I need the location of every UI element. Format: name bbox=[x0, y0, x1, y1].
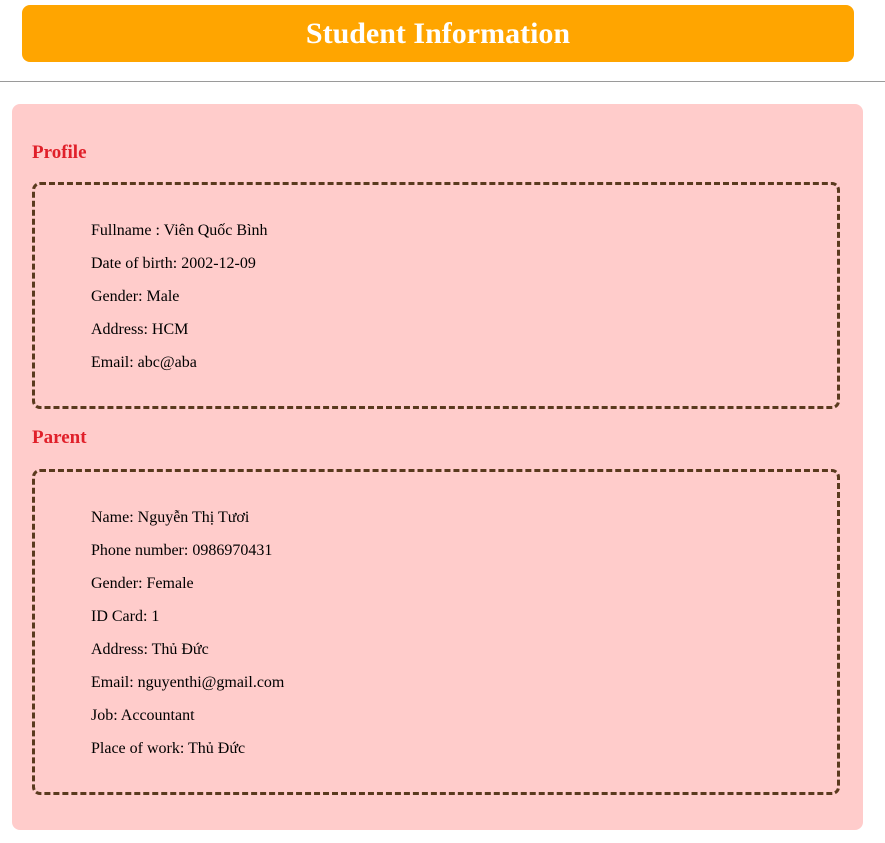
profile-section-title: Profile bbox=[32, 142, 87, 163]
parent-box bbox=[32, 469, 840, 795]
parent-id-card: ID Card: 1 bbox=[91, 608, 160, 625]
profile-date-of-birth: Date of birth: 2002-12-09 bbox=[91, 255, 256, 272]
profile-gender: Gender: Male bbox=[91, 288, 180, 305]
parent-place-of-work: Place of work: Thủ Đức bbox=[91, 740, 246, 757]
parent-address: Address: Thủ Đức bbox=[91, 641, 209, 658]
parent-phone-number: Phone number: 0986970431 bbox=[91, 542, 273, 559]
profile-address: Address: HCM bbox=[91, 321, 189, 338]
profile-fullname: Fullname : Viên Quốc Bình bbox=[91, 222, 268, 239]
parent-email: Email: nguyenthi@gmail.com bbox=[91, 674, 285, 691]
profile-box bbox=[32, 182, 840, 409]
parent-job: Job: Accountant bbox=[91, 707, 195, 724]
parent-section-title: Parent bbox=[32, 427, 87, 448]
page-header bbox=[22, 5, 854, 62]
parent-name: Name: Nguyễn Thị Tươi bbox=[91, 509, 250, 526]
parent-gender: Gender: Female bbox=[91, 575, 194, 592]
student-info-card bbox=[12, 104, 863, 830]
page-title: Student Information bbox=[305, 16, 571, 50]
header-divider bbox=[0, 81, 885, 82]
profile-email: Email: abc@aba bbox=[91, 354, 197, 371]
